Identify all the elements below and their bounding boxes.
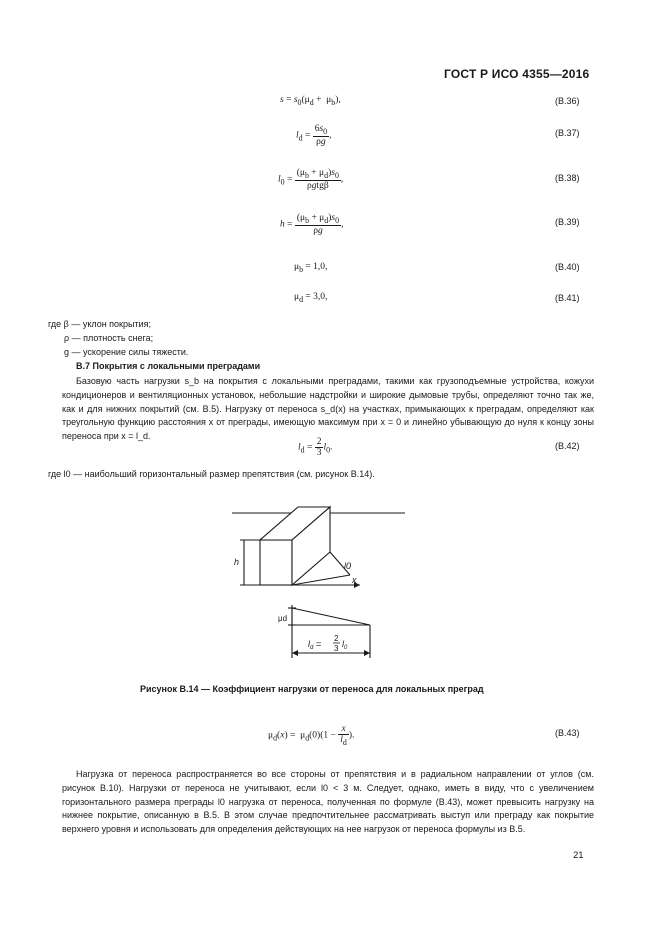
equation-b38: $l_0$ = $\frac{(\mu_b + \mu_d)s_0}{\text{ρgtgβ}}$ , xyxy=(278,168,344,191)
equation-b40: $\mu_b = 1,0$, xyxy=(294,262,328,274)
where-rho: ρ — плотность снега; xyxy=(64,333,154,343)
page-number: 21 xyxy=(573,850,584,861)
figure-b14 xyxy=(220,495,420,665)
equation-number: (B.37) xyxy=(555,128,580,138)
equation-b42: $l_d$ = $\frac{2}{3}$ $l_0$. xyxy=(298,437,333,458)
equation-number: (B.36) xyxy=(555,96,580,106)
document-header: ГОСТ Р ИСО 4355—2016 xyxy=(444,67,590,81)
where-beta: где β — уклон покрытия; xyxy=(48,319,151,329)
equation-b41: $\mu_d = 3,0$, xyxy=(294,292,328,304)
equation-number: (B.42) xyxy=(555,441,580,451)
equation-b39: h = $\frac{(\mu_b + \mu_d)s_0}{\rho g}$ , xyxy=(280,213,344,236)
drift-triangle xyxy=(292,608,370,625)
equation-number: (B.40) xyxy=(555,262,580,272)
equation-b43: $\mu_d(x) = \mu_d(0)(1$ − $\frac{x}{l_d}$ ). xyxy=(268,724,355,747)
equation-number: (B.43) xyxy=(555,728,580,738)
svg-text:2: 2 xyxy=(334,634,339,643)
section-title: B.7 Покрытия с локальными преградами xyxy=(76,361,261,371)
equation-b36: $s = s_0(\mu_d + \mu_b)$, xyxy=(280,95,341,107)
label-mu: μd xyxy=(278,614,288,623)
paragraph-local-obstacles: Базовую часть нагрузки s_b на покрытия с локальными преградами, такими как грузоподъемные устройства, кожухи кондиционеров и вентиляционных установок, небольшие надстройки и широкие дымовые трубы, определяют точно так же, как и для нижних покрытий (см. B.5). Нагрузку от переноса s_d(x) на участках, примыкающих к преградам, определяют как треугольную функцию расстояния x от преграды, имеющую максимум при x = 0 и линейно убывающую до нуля к концу зоны переноса при x = l_d. xyxy=(62,376,594,442)
figure-caption: Рисунок B.14 — Коэффициент нагрузки от переноса для локальных преград xyxy=(140,684,484,694)
label-h: h xyxy=(234,557,240,567)
label-x: x xyxy=(352,575,357,585)
equation-number: (B.41) xyxy=(555,293,580,303)
label-l0: l0 xyxy=(344,561,352,571)
equation-number: (B.39) xyxy=(555,217,580,227)
svg-text:3: 3 xyxy=(334,644,339,653)
paragraph-drift-spread: Нагрузка от переноса распространяется во все стороны от препятствия и в радиальном направлении от углов (см. рисунок B.10). Нагрузки от переноса не учитывают, если l0 < 3 м. Следует, однако, иметь в виду, что с увеличением горизонтального размера преграды l0 нагрузка от переноса, полученная по формуле (B.43), может превысить нагрузку на нижнее покрытие, описанную в B.5. В этом случае предпочтительнее рассматривать выступ или преграду как покрытие верхнего уровня и использовать для определения действующих на нее нагрузок от переноса формулы из B.5. xyxy=(62,769,594,835)
svg-text:l0: $l_0$ xyxy=(342,639,348,651)
svg-text:ld =: $l_d$ = xyxy=(308,639,322,651)
where-l0: где l0 — наибольший горизонтальный размер препятствия (см. рисунок B.14). xyxy=(48,469,375,479)
obstacle-front xyxy=(260,540,292,585)
where-g: g — ускорение силы тяжести. xyxy=(64,347,189,357)
equation-number: (B.38) xyxy=(555,173,580,183)
equation-b37: $l_d$ = $\frac{6s_0}{\rho g}$ , xyxy=(296,124,332,147)
